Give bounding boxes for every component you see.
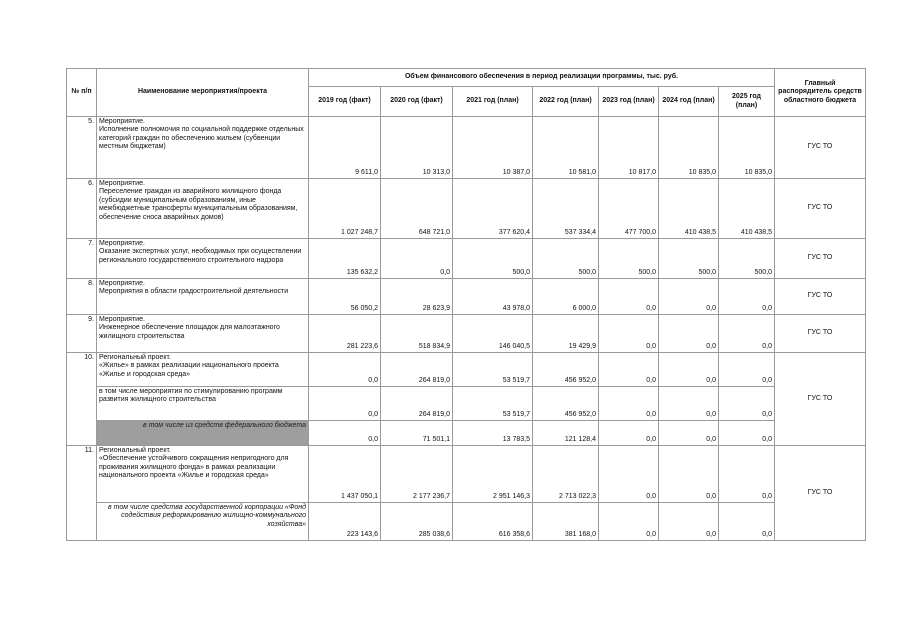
- row-name-line: «Обеспечение устойчивого сокращения непригодного для проживания жилищного фонда» в рамках реализации национального проекта «Жилье и городская среда»: [99, 455, 289, 480]
- value-cell: 500,0: [453, 239, 533, 279]
- row-index: 6.: [67, 179, 97, 239]
- header-name: Наименование мероприятия/проекта: [97, 69, 309, 117]
- value-cell: 0,0: [659, 315, 719, 353]
- value-cell: 1 437 050,1: [309, 446, 381, 503]
- value-cell: 0,0: [599, 503, 659, 541]
- value-cell: 518 834,9: [381, 315, 453, 353]
- value-cell: 0,0: [599, 421, 659, 446]
- value-cell: 121 128,4: [533, 421, 599, 446]
- value-cell: 500,0: [719, 239, 775, 279]
- value-cell: 13 783,5: [453, 421, 533, 446]
- header-year: 2019 год (факт): [309, 87, 381, 117]
- value-cell: 19 429,9: [533, 315, 599, 353]
- value-cell: 410 438,5: [659, 179, 719, 239]
- value-cell: 146 040,5: [453, 315, 533, 353]
- value-cell: 0,0: [309, 421, 381, 446]
- row-name-line: Мероприятие.: [99, 240, 145, 247]
- header-year: 2020 год (факт): [381, 87, 453, 117]
- value-cell: 10 835,0: [659, 117, 719, 179]
- value-cell: 0,0: [659, 279, 719, 315]
- financing-table: [66, 68, 866, 541]
- table-row: [67, 279, 866, 315]
- value-cell: 56 050,2: [309, 279, 381, 315]
- header-num: № п/п: [67, 69, 97, 117]
- value-cell: 53 519,7: [453, 387, 533, 421]
- row-name: [97, 315, 309, 353]
- table-row: [67, 315, 866, 353]
- row-manager: ГУС ТО: [775, 446, 866, 541]
- value-cell: 500,0: [659, 239, 719, 279]
- value-cell: 43 978,0: [453, 279, 533, 315]
- value-cell: 0,0: [719, 315, 775, 353]
- row-name-line: Региональный проект.: [99, 447, 171, 454]
- value-cell: 0,0: [719, 279, 775, 315]
- row-name-line: Инженерное обеспечение площадок для малоэтажного жилищного строительства: [99, 324, 280, 340]
- value-cell: 264 819,0: [381, 353, 453, 387]
- value-cell: 456 952,0: [533, 353, 599, 387]
- row-manager: ГУС ТО: [775, 179, 866, 239]
- value-cell: 0,0: [719, 421, 775, 446]
- row-manager: ГУС ТО: [775, 315, 866, 353]
- value-cell: 10 835,0: [719, 117, 775, 179]
- value-cell: 285 038,6: [381, 503, 453, 541]
- value-cell: 0,0: [659, 353, 719, 387]
- row-name-line: Оказание экспертных услуг, необходимых при осуществлении регионального государственного строительного надзора: [99, 248, 302, 264]
- table-row: [67, 503, 866, 541]
- row-index: 5.: [67, 117, 97, 179]
- row-name-line: Региональный проект.: [99, 354, 171, 361]
- table-row: [67, 179, 866, 239]
- row-name-line: Мероприятия в области градостроительной деятельности: [99, 288, 289, 296]
- row-manager: ГУС ТО: [775, 279, 866, 315]
- value-cell: 0,0: [719, 446, 775, 503]
- header-year: 2025 год (план): [719, 87, 775, 117]
- value-cell: 0,0: [659, 446, 719, 503]
- value-cell: 0,0: [719, 353, 775, 387]
- value-cell: 135 632,2: [309, 239, 381, 279]
- value-cell: 0,0: [719, 387, 775, 421]
- table-row: [67, 117, 866, 179]
- row-name: [97, 117, 309, 179]
- header-volume: Объем финансового обеспечения в период реализации программы, тыс. руб.: [309, 69, 775, 87]
- value-cell: 223 143,6: [309, 503, 381, 541]
- table-row: [67, 239, 866, 279]
- value-cell: 648 721,0: [381, 179, 453, 239]
- header-year: 2023 год (план): [599, 87, 659, 117]
- value-cell: 53 519,7: [453, 353, 533, 387]
- value-cell: 264 819,0: [381, 387, 453, 421]
- value-cell: 28 623,9: [381, 279, 453, 315]
- row-name: [97, 446, 309, 503]
- row-name-line: Мероприятие.: [99, 316, 145, 323]
- table-row: [67, 353, 866, 387]
- header-year: 2024 год (план): [659, 87, 719, 117]
- value-cell: 456 952,0: [533, 387, 599, 421]
- value-cell: 500,0: [599, 239, 659, 279]
- header-year: 2021 год (план): [453, 87, 533, 117]
- value-cell: 410 438,5: [719, 179, 775, 239]
- value-cell: 0,0: [381, 239, 453, 279]
- row-manager: ГУС ТО: [775, 117, 866, 179]
- value-cell: 0,0: [659, 503, 719, 541]
- value-cell: 0,0: [719, 503, 775, 541]
- value-cell: 6 000,0: [533, 279, 599, 315]
- value-cell: 2 951 146,3: [453, 446, 533, 503]
- value-cell: 10 817,0: [599, 117, 659, 179]
- row-sub-name: в том числе средства государственной корпорации «Фонд содействия реформированию жилищно-коммунального хозяйства»: [97, 503, 309, 541]
- row-manager: ГУС ТО: [775, 353, 866, 446]
- value-cell: 0,0: [599, 387, 659, 421]
- value-cell: 0,0: [599, 446, 659, 503]
- table-row: [67, 387, 866, 421]
- value-cell: 616 358,6: [453, 503, 533, 541]
- row-index: 10.: [67, 353, 97, 446]
- table-row: [67, 446, 866, 503]
- value-cell: 0,0: [599, 353, 659, 387]
- row-name: [97, 179, 309, 239]
- row-name-line: Мероприятие.: [99, 280, 145, 287]
- value-cell: 377 620,4: [453, 179, 533, 239]
- value-cell: 0,0: [599, 279, 659, 315]
- table-row: [67, 421, 866, 446]
- value-cell: 500,0: [533, 239, 599, 279]
- value-cell: 10 313,0: [381, 117, 453, 179]
- value-cell: 281 223,6: [309, 315, 381, 353]
- row-name: [97, 353, 309, 387]
- row-index: 11.: [67, 446, 97, 541]
- row-name-line: Мероприятие.: [99, 118, 145, 125]
- row-name-line: Переселение граждан из аварийного жилищного фонда (субсидии муниципальным образованиям, иные межбюджетные трансферты муниципальным образованиям, обеспечение сноса аварийных домов): [99, 188, 298, 221]
- row-name-line: Исполнение полномочия по социальной поддержке отдельных категорий граждан по обеспечению жильем (субвенции местным бюджетам): [99, 126, 304, 151]
- row-index: 7.: [67, 239, 97, 279]
- value-cell: 71 501,1: [381, 421, 453, 446]
- header-year: 2022 год (план): [533, 87, 599, 117]
- value-cell: 477 700,0: [599, 179, 659, 239]
- row-name: [97, 279, 309, 315]
- header-manager: Главный распорядитель средств областного бюджета: [775, 69, 866, 117]
- value-cell: 2 177 236,7: [381, 446, 453, 503]
- value-cell: 10 387,0: [453, 117, 533, 179]
- row-sub-name-federal: в том числе из средств федерального бюджета: [97, 421, 309, 446]
- value-cell: 2 713 022,3: [533, 446, 599, 503]
- row-name-line: «Жилье» в рамках реализации национального проекта «Жилье и городская среда»: [99, 362, 279, 378]
- row-name-line: Мероприятие.: [99, 180, 145, 187]
- value-cell: 0,0: [599, 315, 659, 353]
- row-manager: ГУС ТО: [775, 239, 866, 279]
- value-cell: 1 027 248,7: [309, 179, 381, 239]
- row-index: 9.: [67, 315, 97, 353]
- value-cell: 0,0: [659, 421, 719, 446]
- row-name: [97, 239, 309, 279]
- value-cell: 9 611,0: [309, 117, 381, 179]
- value-cell: 0,0: [309, 353, 381, 387]
- value-cell: 381 168,0: [533, 503, 599, 541]
- value-cell: 10 581,0: [533, 117, 599, 179]
- value-cell: 537 334,4: [533, 179, 599, 239]
- value-cell: 0,0: [309, 387, 381, 421]
- row-sub-name: в том числе мероприятия по стимулированию программ развития жилищного строительства: [97, 387, 309, 421]
- value-cell: 0,0: [659, 387, 719, 421]
- row-index: 8.: [67, 279, 97, 315]
